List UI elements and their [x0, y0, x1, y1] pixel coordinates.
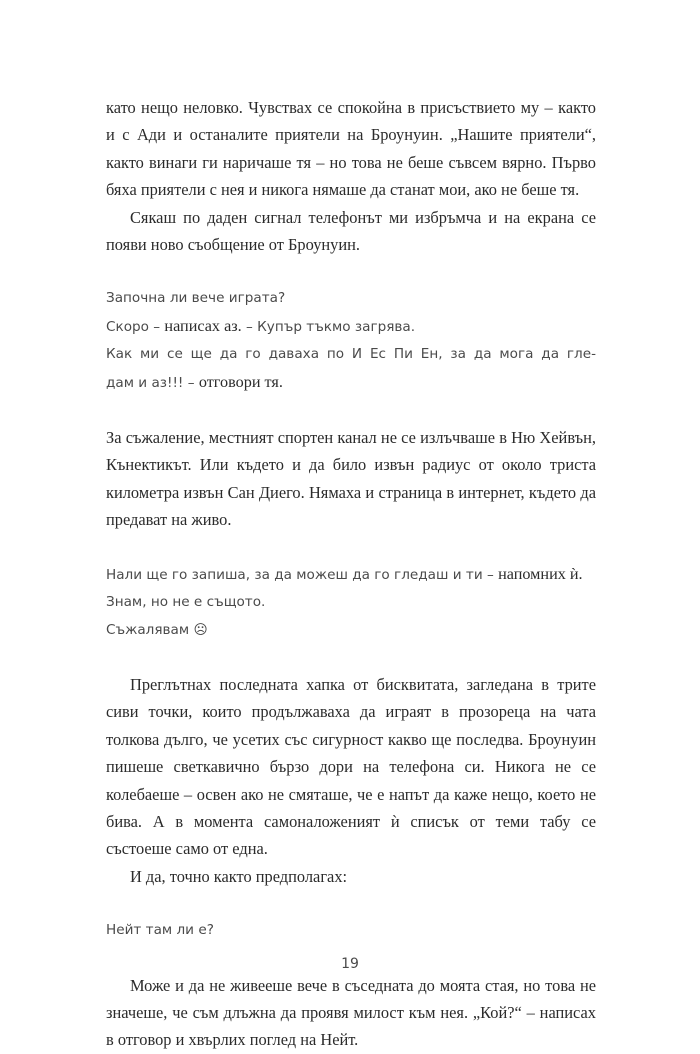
chat-message	[106, 285, 596, 312]
paragraph-5: И да, точно както предполагах:	[130, 866, 348, 886]
chat-block-3	[106, 917, 596, 944]
narration-text: отговори тя.	[198, 372, 283, 391]
chat-text: – Купър тъкмо загрява.	[241, 318, 416, 335]
chat-text: Как ми се ще да го даваха по И Ес Пи Ен, за да мога да гле-	[106, 346, 596, 363]
narration-text: напомних ѝ.	[498, 564, 583, 583]
spacer	[106, 258, 596, 285]
book-page-body	[106, 94, 596, 1054]
paragraph-4: Преглътнах последната хапка от бисквитата, загледана в трите сиви точки, които продължаваха да играят в прозореца на чата толкова дълго, че усетих със сигурност какво ще последва. Броунуин пишеше светкавично бързо дори на телефона си. Никога не се колебаеше – освен ако не смяташе, че е напът да каже нещо, което не бива. А в момента самоналоженият ѝ списък от теми табу се състоеше само от една.	[106, 674, 596, 859]
chat-text: дам и аз!!! –	[106, 374, 199, 391]
chat-text: Съжалявам ☹	[106, 621, 208, 638]
chat-message	[106, 369, 596, 397]
chat-message	[106, 917, 596, 944]
paragraph-3: За съжаление, местният спортен канал не се излъчваше в Ню Хейвън, Кънектикът. Или където и да било извън радиус от около триста километра извън Сан Диего. Нямаха и страница в интернет, където да предават на живо.	[106, 428, 596, 530]
chat-text: Нали ще го запиша, за да можеш да го гледаш и ти –	[106, 566, 499, 583]
chat-text: Започна ли вече играта?	[106, 290, 286, 307]
chat-text: Знам, но не е същото.	[106, 594, 266, 611]
paragraph-6: Може и да не живееше вече в съседната до моята стая, но това не значеше, че съм длъжна да проявя милост към нея. „Кой?“ – написах в отговор и хвърлих поглед на Нейт.	[106, 975, 596, 1050]
page-number: 19	[341, 956, 359, 972]
chat-message	[106, 589, 596, 616]
chat-text: Скоро –	[106, 318, 165, 335]
chat-block-1	[106, 285, 596, 397]
spacer	[106, 534, 596, 561]
chat-block-2	[106, 561, 596, 644]
chat-message	[106, 341, 596, 368]
chat-message	[106, 561, 596, 589]
spacer	[106, 890, 596, 917]
paragraph-2: Сякаш по даден сигнал телефонът ми избръмча и на екрана се появи ново съобщение от Броунуин.	[106, 207, 596, 255]
spacer	[106, 644, 596, 671]
chat-message	[106, 313, 596, 341]
spacer	[106, 397, 596, 424]
paragraph-1: като нещо неловко. Чувствах се спокойна в присъствието му – както и с Ади и останалите приятели на Броунуин. „Нашите приятели“, както винаги ги наричаше тя – но това не беше съвсем вярно. Първо бяха приятели с нея и никога нямаше да станат мои, ако не беше тя.	[106, 98, 596, 200]
chat-text: Нейт там ли е?	[106, 922, 214, 939]
chat-message	[106, 617, 596, 644]
narration-text: написах аз.	[164, 316, 242, 335]
